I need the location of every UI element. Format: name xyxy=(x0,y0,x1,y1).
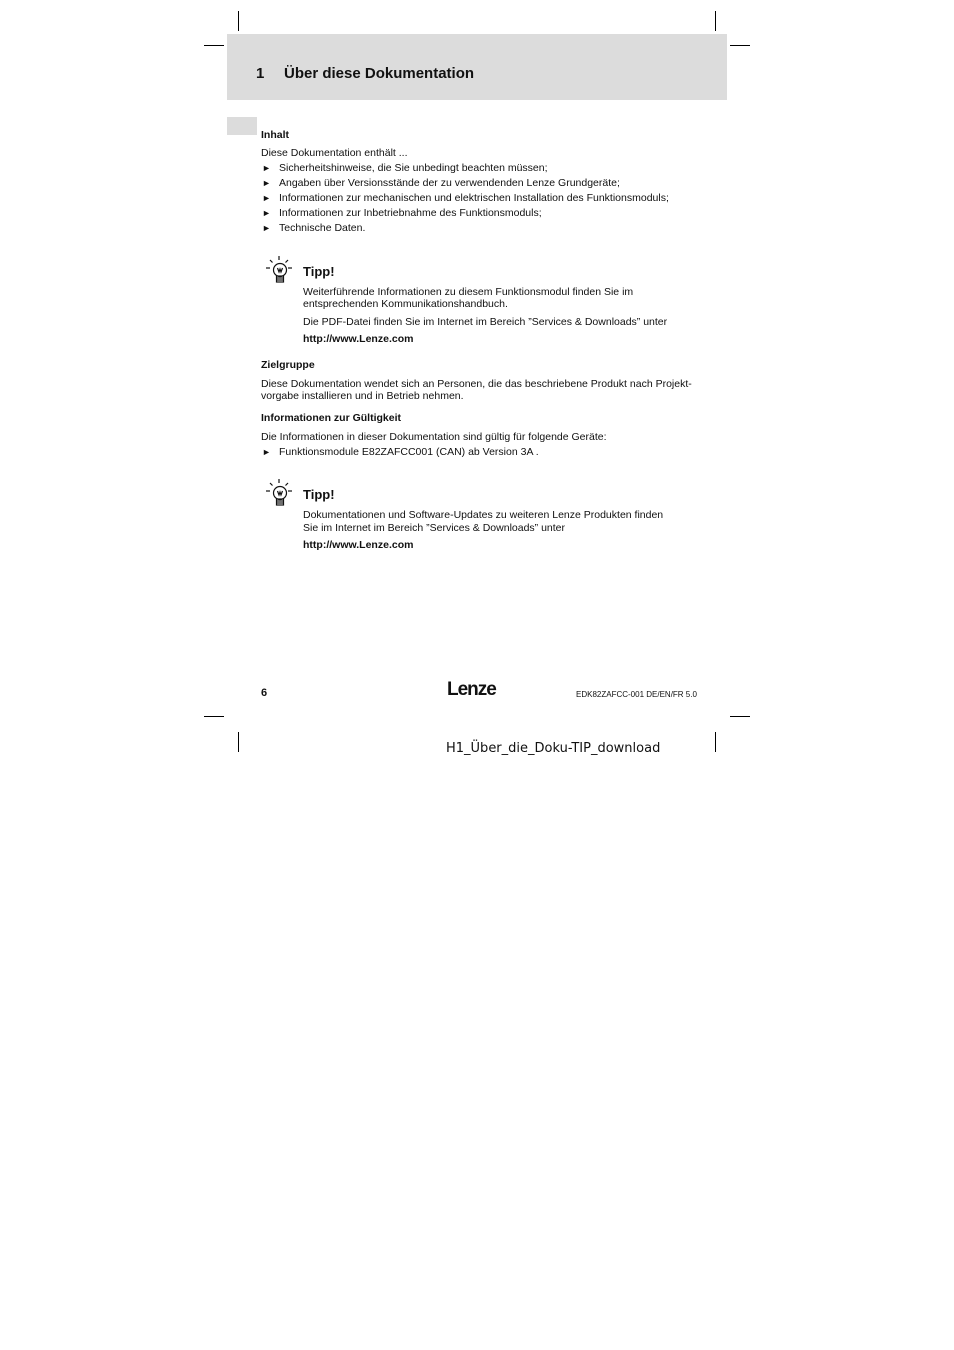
file-label: H1_Über_die_Doku-TIP_download xyxy=(446,741,661,756)
lenze-website-link[interactable]: http://www.Lenze.com xyxy=(303,539,414,551)
crop-mark xyxy=(204,716,224,717)
section-heading-inhalt: Inhalt xyxy=(261,129,289,141)
list-item: ► Informationen zur mechanischen und elektrischen Installation des Funktionsmoduls; xyxy=(262,192,669,204)
inhalt-intro: Diese Dokumentation enthält ... xyxy=(261,147,408,159)
tip-title: Tipp! xyxy=(303,487,335,502)
zielgruppe-text: Diese Dokumentation wendet sich an Personen, die das beschriebene Produkt nach Projekt- xyxy=(261,378,692,390)
chapter-number: 1 xyxy=(256,65,265,82)
list-item: ► Sicherheitshinweise, die Sie unbedingt beachten müssen; xyxy=(262,162,548,174)
list-item: ► Informationen zur Inbetriebnahme des Funktionsmoduls; xyxy=(262,207,542,219)
tip-text: Die PDF-Datei finden Sie im Internet im Bereich ”Services & Downloads” unter xyxy=(303,316,668,328)
section-heading-zielgruppe: Zielgruppe xyxy=(261,359,315,371)
chapter-title: Über diese Dokumentation xyxy=(284,65,475,82)
crop-mark xyxy=(715,11,716,31)
document-reference: EDK82ZAFCC-001 DE/EN/FR 5.0 xyxy=(576,690,697,699)
tip-title: Tipp! xyxy=(303,264,335,279)
tip-text: entsprechenden Kommunikationshandbuch. xyxy=(303,298,508,310)
gueltigkeit-intro: Die Informationen in dieser Dokumentation sind gültig für folgende Geräte: xyxy=(261,431,607,443)
bullet-triangle-icon: ► xyxy=(262,208,271,218)
bullet-triangle-icon: ► xyxy=(262,447,271,457)
bullet-triangle-icon: ► xyxy=(262,193,271,203)
crop-mark xyxy=(715,732,716,752)
lightbulb-icon xyxy=(266,479,292,507)
side-tab-marker xyxy=(227,117,257,135)
lenze-website-link[interactable]: http://www.Lenze.com xyxy=(303,333,414,345)
tip-text: Dokumentationen und Software-Updates zu weiteren Lenze Produkten finden xyxy=(303,509,664,521)
zielgruppe-text: vorgabe installieren und in Betrieb nehmen. xyxy=(261,390,464,402)
list-item: ► Funktionsmodule E82ZAFCC001 (CAN) ab Version 3A . xyxy=(262,446,539,458)
crop-mark xyxy=(204,45,224,46)
lenze-logo: Lenze xyxy=(447,679,496,700)
inhalt-list xyxy=(261,161,669,236)
crop-mark xyxy=(730,45,750,46)
chapter-heading xyxy=(256,65,474,82)
gueltigkeit-list xyxy=(261,445,539,460)
tip-text: Sie im Internet im Bereich ”Services & Downloads” unter xyxy=(303,522,566,534)
bullet-triangle-icon: ► xyxy=(262,178,271,188)
crop-mark xyxy=(238,732,239,752)
section-heading-gueltigkeit: Informationen zur Gültigkeit xyxy=(261,412,402,424)
bullet-triangle-icon: ► xyxy=(262,223,271,233)
crop-mark xyxy=(730,716,750,717)
crop-mark xyxy=(238,11,239,31)
list-item: ► Angaben über Versionsstände der zu verwendenden Lenze Grundgeräte; xyxy=(262,177,620,189)
tip-text: Weiterführende Informationen zu diesem Funktionsmodul finden Sie im xyxy=(303,286,634,298)
bullet-triangle-icon: ► xyxy=(262,163,271,173)
lightbulb-icon xyxy=(266,256,292,284)
page-number: 6 xyxy=(261,687,268,699)
list-item: ► Technische Daten. xyxy=(262,222,366,234)
